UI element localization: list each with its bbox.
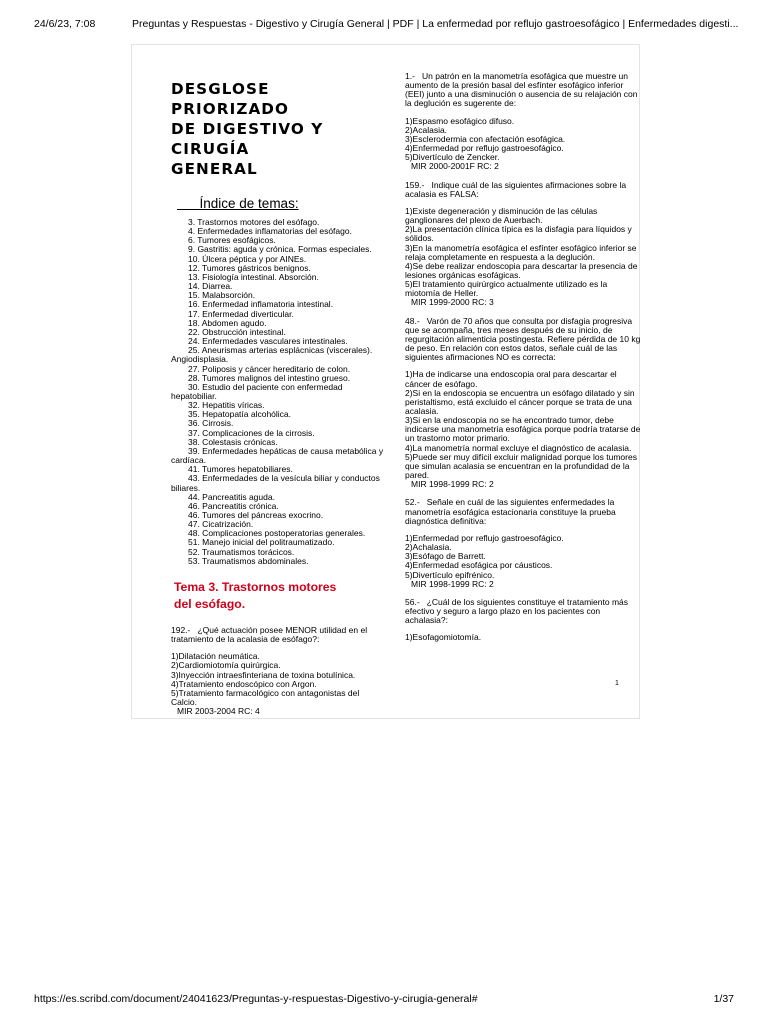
answer-option: 3)Esófago de Barrett. — [405, 551, 486, 562]
question — [405, 72, 641, 181]
question — [405, 181, 641, 317]
answer-option: 2)La presentación clínica típica es la disfagia para líquidos y sólidos. — [405, 224, 635, 244]
answer-option: 2)Cardiomiotomía quirúrgica. — [171, 660, 281, 671]
question — [405, 498, 641, 597]
index-item: 39. Enfermedades hepáticas de causa metabólica y cardíaca. — [171, 445, 384, 466]
answer-option: 4)Enfermedad esofágica por cáusticos. — [405, 560, 553, 571]
index-item: 22. Obstrucción intestinal. — [188, 326, 286, 337]
answer-option: 1)Espasmo esofágico difuso. — [405, 115, 515, 126]
answer-option: 1)Ha de indicarse una endoscopia oral para descartar el cáncer de esófago. — [405, 369, 620, 389]
question-stem: 48.- Varón de 70 años que consulta por disfagia progresiva que se acompaña, tres meses después de su inicio, de regurgitación alimenticia postingesta. Refiere pérdida de 10 kg de peso. En relación con estos datos, señale cuál de las siguientes afirmaciones NO es correcta: — [405, 315, 643, 363]
answer-option: 1)Dilatación neumática. — [171, 651, 260, 662]
page-number: 1 — [615, 680, 619, 687]
section-heading-line: del esófago. — [174, 596, 246, 611]
document-title-line: GENERAL — [171, 160, 258, 178]
section-heading-line: Tema 3. Trastornos motores — [174, 579, 337, 594]
index-item: 35. Hepatopatía alcohólica. — [188, 409, 292, 420]
index-item: 46. Tumores del páncreas exocrino. — [188, 510, 324, 520]
index-item: 46. Pancreatitis crónica. — [188, 500, 279, 511]
left-questions — [171, 626, 387, 716]
index-item: 44. Pancreatitis aguda. — [188, 491, 275, 502]
answer-option: 1)Existe degeneración y disminución de las células ganglionares del plexo de Auerbach. — [405, 205, 600, 226]
document-title-line: DESGLOSE PRIORIZADO — [171, 80, 290, 118]
question-reference: MIR 1998-1999 RC: 2 — [411, 578, 494, 589]
index-item: 14. Diarrea. — [188, 281, 233, 292]
answer-option: 5)Tratamiento farmacológico con antagonistas del Calcio. — [171, 687, 362, 708]
answer-option: 3)Esclerodermia con afectación esofágica. — [405, 133, 566, 144]
answer-option: 2)Acalasia. — [405, 124, 448, 135]
document-title-line: DE DIGESTIVO Y CIRUGÍA — [171, 120, 324, 158]
question-stem: 56.- ¿Cuál de los siguientes constituye el tratamiento más efectivo y seguro a largo plazo en los pacientes con achalasia?: — [405, 596, 631, 626]
index-item: 24. Enfermedades vasculares intestinales. — [188, 336, 348, 347]
index-item: 48. Complicaciones postoperatorias generales. — [188, 528, 366, 539]
index-item: 41. Tumores hepatobiliares. — [188, 464, 293, 475]
right-column — [405, 72, 641, 642]
index-item: 15. Malabsorción. — [188, 290, 256, 301]
index-item: 6. Tumores esofágicos. — [188, 235, 276, 246]
index-item: 36. Cirrosis. — [188, 418, 234, 429]
index-item: 28. Tumores malignos del intestino grueso. — [188, 372, 351, 383]
index-item: 16. Enfermedad inflamatoria intestinal. — [188, 299, 334, 310]
index-title: Índice de temas: — [199, 196, 299, 211]
section-heading — [174, 579, 387, 613]
question-stem: 52.- Señale en cuál de las siguientes enfermedades la manometría esofágica estacionaria constituye la prueba diagnóstica definitiva: — [405, 497, 619, 526]
answer-option: 4)Enfermedad por reflujo gastroesofágico. — [405, 143, 564, 154]
left-column — [171, 79, 387, 716]
answer-option: 5)El tratamiento quirúrgico actualmente utilizado es la miotomía de Heller. — [405, 279, 610, 299]
answer-option: 3)Inyección intraesfinteriana de toxina botulínica. — [171, 669, 356, 680]
question-stem: 159.- Indique cuál de las siguientes afirmaciones sobre la acalasia es FALSA: — [405, 179, 629, 199]
print-datetime: 24/6/23, 7:08 — [34, 18, 96, 30]
answer-option: 2)Achalasia. — [405, 542, 452, 553]
question-stem: 192.- ¿Qué actuación posee MENOR utilidad en el tratamiento de la acalasia de esófago?: — [171, 624, 370, 645]
document-title — [171, 79, 387, 179]
answer-option: 4)Se debe realizar endoscopia para descartar la presencia de lesiones orgánicas esofágicas. — [405, 260, 640, 280]
question-reference: MIR 1998-1999 RC: 2 — [411, 479, 494, 490]
index-item: 10. Úlcera péptica y por AINEs. — [188, 253, 307, 264]
index-item: 38. Colestasis crónicas. — [188, 436, 278, 447]
index-item: 25. Aneurismas arterias esplácnicas (viscerales). Angiodisplasia. — [171, 345, 373, 365]
print-page-title: Preguntas y Respuestas - Digestivo y Cirugía General | PDF | La enfermedad por reflujo gastroesofágico | Enfermedades digesti... — [132, 18, 739, 30]
answer-option: 2)Si en la endoscopia se encuentra un esófago dilatado y sin peristaltismo, está excluido el cáncer porque se trata de una acalasia. — [405, 387, 638, 416]
print-page-count: 1/37 — [713, 993, 734, 1005]
question — [405, 317, 641, 499]
question-reference: MIR 2003-2004 RC: 4 — [177, 706, 260, 717]
index-item: 17. Enfermedad diverticular. — [188, 308, 294, 319]
question-reference: MIR 2000-2001F RC: 2 — [411, 161, 499, 172]
index-item: 47. Cicatrización. — [188, 519, 254, 530]
question — [171, 626, 387, 716]
topic-index — [171, 218, 387, 566]
index-item: 52. Traumatismos torácicos. — [188, 546, 295, 557]
index-item: 51. Manejo inicial del politraumatizado. — [188, 537, 335, 548]
answer-option: 3)Si en la endoscopia no se ha encontrado tumor, debe indicarse una manometría esofágica porque podría tratarse de un trastorno motor primario. — [405, 415, 643, 444]
answer-option: 4)Tratamiento endoscópico con Argon. — [171, 678, 317, 689]
index-item: 9. Gastritis: aguda y crónica. Formas especiales. — [188, 244, 372, 255]
answer-option: 1)Esofagomiotomía. — [405, 632, 482, 643]
document-page — [131, 44, 643, 719]
answer-option: 5)Puede ser muy difícil excluir malignidad porque los tumores que simulan acalasia se encuentran en la profundidad de la pared. — [405, 451, 640, 481]
index-item: 18. Abdomen agudo. — [188, 317, 267, 328]
index-item: 53. Traumatismos abdominales. — [188, 555, 309, 566]
answer-option: 3)En la manometría esofágica el esfínter esofágico inferior se relaja completamente en respuesta a la deglución. — [405, 242, 639, 262]
question-reference: MIR 1999-2000 RC: 3 — [411, 297, 494, 308]
index-item: 27. Poliposis y cáncer hereditario de colon. — [188, 363, 351, 374]
index-item: 32. Hepatitis víricas. — [188, 400, 265, 411]
index-item: 13. Fisiología intestinal. Absorción. — [188, 271, 319, 282]
answer-option: 5)Divertículo de Zencker. — [405, 152, 500, 163]
index-item: 4. Enfermedades inflamatorias del esófago. — [188, 226, 352, 237]
index-item: 12. Tumores gástricos benignos. — [188, 262, 311, 273]
answer-option: 4)La manometría normal excluye el diagnóstico de acalasia. — [405, 442, 632, 453]
index-item: 37. Complicaciones de la cirrosis. — [188, 427, 315, 438]
index-item: 43. Enfermedades de la vesícula biliar y conductos biliares. — [171, 473, 380, 493]
answer-option: 1)Enfermedad por reflujo gastroesofágico. — [405, 532, 564, 543]
question — [405, 598, 641, 643]
index-item: 3. Trastornos motores del esófago. — [188, 217, 320, 227]
print-url: https://es.scribd.com/document/24041623/Preguntas-y-respuestas-Digestivo-y-cirugia-general# — [34, 993, 478, 1005]
index-item: 30. Estudio del paciente con enfermedad hepatobiliar. — [171, 381, 343, 401]
answer-option: 5)Divertículo epifrénico. — [405, 569, 495, 580]
question-stem: 1.- Un patrón en la manometría esofágica que muestre un aumento de la presión basal del esfínter esofágico inferior (EEI) junto a una disminución o ausencia de su relajación con la deglución es sugerente de: — [405, 71, 640, 109]
